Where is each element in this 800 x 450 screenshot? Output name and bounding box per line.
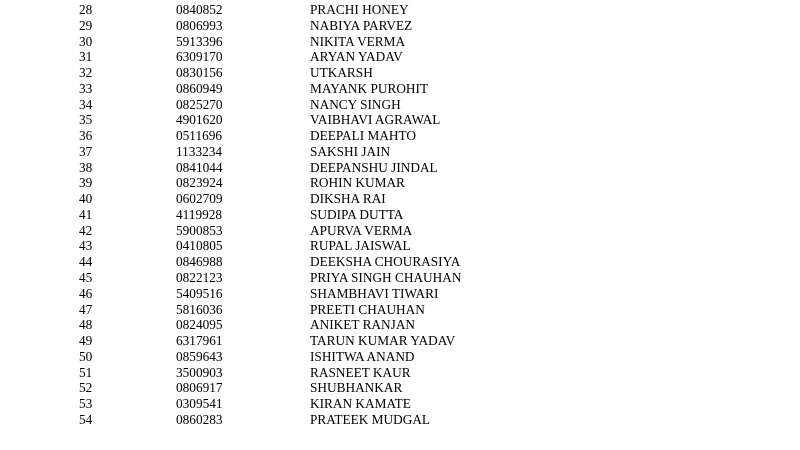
candidate-name: ANIKET RANJAN bbox=[310, 317, 416, 333]
candidate-name: MAYANK PUROHIT bbox=[310, 80, 429, 96]
table-row bbox=[0, 34, 800, 50]
candidate-name: ISHITWA ANAND bbox=[310, 348, 415, 364]
serial-number: 42 bbox=[79, 222, 93, 238]
table-row bbox=[0, 333, 800, 349]
candidate-name: UTKARSH bbox=[310, 65, 373, 81]
roll-number: 5913396 bbox=[176, 33, 223, 49]
table-row bbox=[0, 160, 800, 176]
roll-number: 0840852 bbox=[176, 2, 223, 17]
serial-number: 49 bbox=[79, 333, 93, 349]
table-row bbox=[0, 396, 800, 412]
roll-number: 0602709 bbox=[176, 191, 223, 207]
table-row bbox=[0, 191, 800, 207]
roll-number: 0823924 bbox=[176, 175, 223, 191]
roll-number: 0830156 bbox=[176, 65, 223, 81]
table-row bbox=[0, 365, 800, 381]
roll-number: 5816036 bbox=[176, 301, 223, 317]
candidate-name: NIKITA VERMA bbox=[310, 33, 406, 49]
candidate-name: DEEPALI MAHTO bbox=[310, 128, 417, 144]
table-row bbox=[0, 18, 800, 34]
candidate-name: SHAMBHAVI TIWARI bbox=[310, 285, 439, 301]
roll-number: 4901620 bbox=[176, 112, 223, 128]
table-row bbox=[0, 270, 800, 286]
serial-number: 39 bbox=[79, 175, 93, 191]
roll-number: 0824095 bbox=[176, 317, 223, 333]
candidate-name: APURVA VERMA bbox=[310, 222, 413, 238]
table-row bbox=[0, 112, 800, 128]
roll-number: 0410805 bbox=[176, 238, 223, 254]
roll-number: 5900853 bbox=[176, 222, 223, 238]
candidate-name: DEEKSHA CHOURASIYA bbox=[310, 254, 461, 270]
candidate-name: DEEPANSHU JINDAL bbox=[310, 159, 438, 175]
serial-number: 50 bbox=[79, 348, 93, 364]
roll-number: 6317961 bbox=[176, 333, 223, 349]
serial-number: 52 bbox=[79, 380, 93, 396]
table-row bbox=[0, 317, 800, 333]
serial-number: 53 bbox=[79, 396, 93, 412]
candidate-name: RASNEET KAUR bbox=[310, 364, 411, 380]
table-row bbox=[0, 380, 800, 396]
serial-number: 48 bbox=[79, 317, 93, 333]
candidate-name: RUPAL JAISWAL bbox=[310, 238, 411, 254]
table-row bbox=[0, 128, 800, 144]
roll-number: 3500903 bbox=[176, 364, 223, 380]
serial-number: 30 bbox=[79, 33, 93, 49]
serial-number: 45 bbox=[79, 270, 93, 286]
roll-number: 0511696 bbox=[176, 128, 223, 144]
serial-number: 34 bbox=[79, 96, 93, 112]
candidate-name: SHUBHANKAR bbox=[310, 380, 403, 396]
candidate-name: PRATEEK MUDGAL bbox=[310, 411, 431, 427]
roll-number: 0859643 bbox=[176, 348, 223, 364]
serial-number: 37 bbox=[79, 143, 93, 159]
candidate-name: ARYAN YADAV bbox=[310, 49, 403, 65]
roll-number: 5409516 bbox=[176, 285, 223, 301]
serial-number: 31 bbox=[79, 49, 93, 65]
table-row bbox=[0, 349, 800, 365]
table-row bbox=[0, 254, 800, 270]
roll-number: 0825270 bbox=[176, 96, 223, 112]
candidate-name: KIRAN KAMATE bbox=[310, 396, 411, 412]
table-row bbox=[0, 302, 800, 318]
candidate-name: VAIBHAVI AGRAWAL bbox=[310, 112, 441, 128]
roll-number: 6309170 bbox=[176, 49, 223, 65]
table-row bbox=[0, 65, 800, 81]
serial-number: 28 bbox=[79, 2, 93, 17]
roll-number: 0860949 bbox=[176, 80, 223, 96]
serial-number: 51 bbox=[79, 364, 93, 380]
serial-number: 33 bbox=[79, 80, 93, 96]
table-row bbox=[0, 49, 800, 65]
roll-number: 4119928 bbox=[176, 206, 223, 222]
serial-number: 54 bbox=[79, 411, 93, 427]
roll-number: 0860283 bbox=[176, 411, 223, 427]
table-row bbox=[0, 97, 800, 113]
serial-number: 32 bbox=[79, 65, 93, 81]
candidate-name: PRIYA SINGH CHAUHAN bbox=[310, 270, 462, 286]
serial-number: 40 bbox=[79, 191, 93, 207]
candidate-name: NABIYA PARVEZ bbox=[310, 17, 413, 33]
serial-number: 35 bbox=[79, 112, 93, 128]
table-row bbox=[0, 175, 800, 191]
table-row bbox=[0, 144, 800, 160]
table-row bbox=[0, 238, 800, 254]
serial-number: 47 bbox=[79, 301, 93, 317]
candidate-list bbox=[0, 2, 800, 428]
roll-number: 0841044 bbox=[176, 159, 223, 175]
candidate-name: ROHIN KUMAR bbox=[310, 175, 405, 191]
serial-number: 43 bbox=[79, 238, 93, 254]
table-row bbox=[0, 81, 800, 97]
table-row bbox=[0, 223, 800, 239]
serial-number: 44 bbox=[79, 254, 93, 270]
candidate-name: SUDIPA DUTTA bbox=[310, 206, 404, 222]
table-row bbox=[0, 207, 800, 223]
roll-number: 0806917 bbox=[176, 380, 223, 396]
roll-number: 0822123 bbox=[176, 270, 223, 286]
candidate-name: SAKSHI JAIN bbox=[310, 143, 391, 159]
serial-number: 29 bbox=[79, 17, 93, 33]
table-row bbox=[0, 2, 800, 18]
roll-number: 0806993 bbox=[176, 17, 223, 33]
candidate-name: DIKSHA RAI bbox=[310, 191, 386, 207]
serial-number: 36 bbox=[79, 128, 93, 144]
serial-number: 38 bbox=[79, 159, 93, 175]
candidate-name: PREETI CHAUHAN bbox=[310, 301, 425, 317]
candidate-name: TARUN KUMAR YADAV bbox=[310, 333, 456, 349]
serial-number: 41 bbox=[79, 206, 93, 222]
roll-number: 0309541 bbox=[176, 396, 223, 412]
table-row bbox=[0, 286, 800, 302]
roll-number: 0846988 bbox=[176, 254, 223, 270]
candidate-name: PRACHI HONEY bbox=[310, 2, 409, 17]
candidate-name: NANCY SINGH bbox=[310, 96, 401, 112]
serial-number: 46 bbox=[79, 285, 93, 301]
roll-number: 1133234 bbox=[176, 143, 223, 159]
table-row bbox=[0, 412, 800, 428]
